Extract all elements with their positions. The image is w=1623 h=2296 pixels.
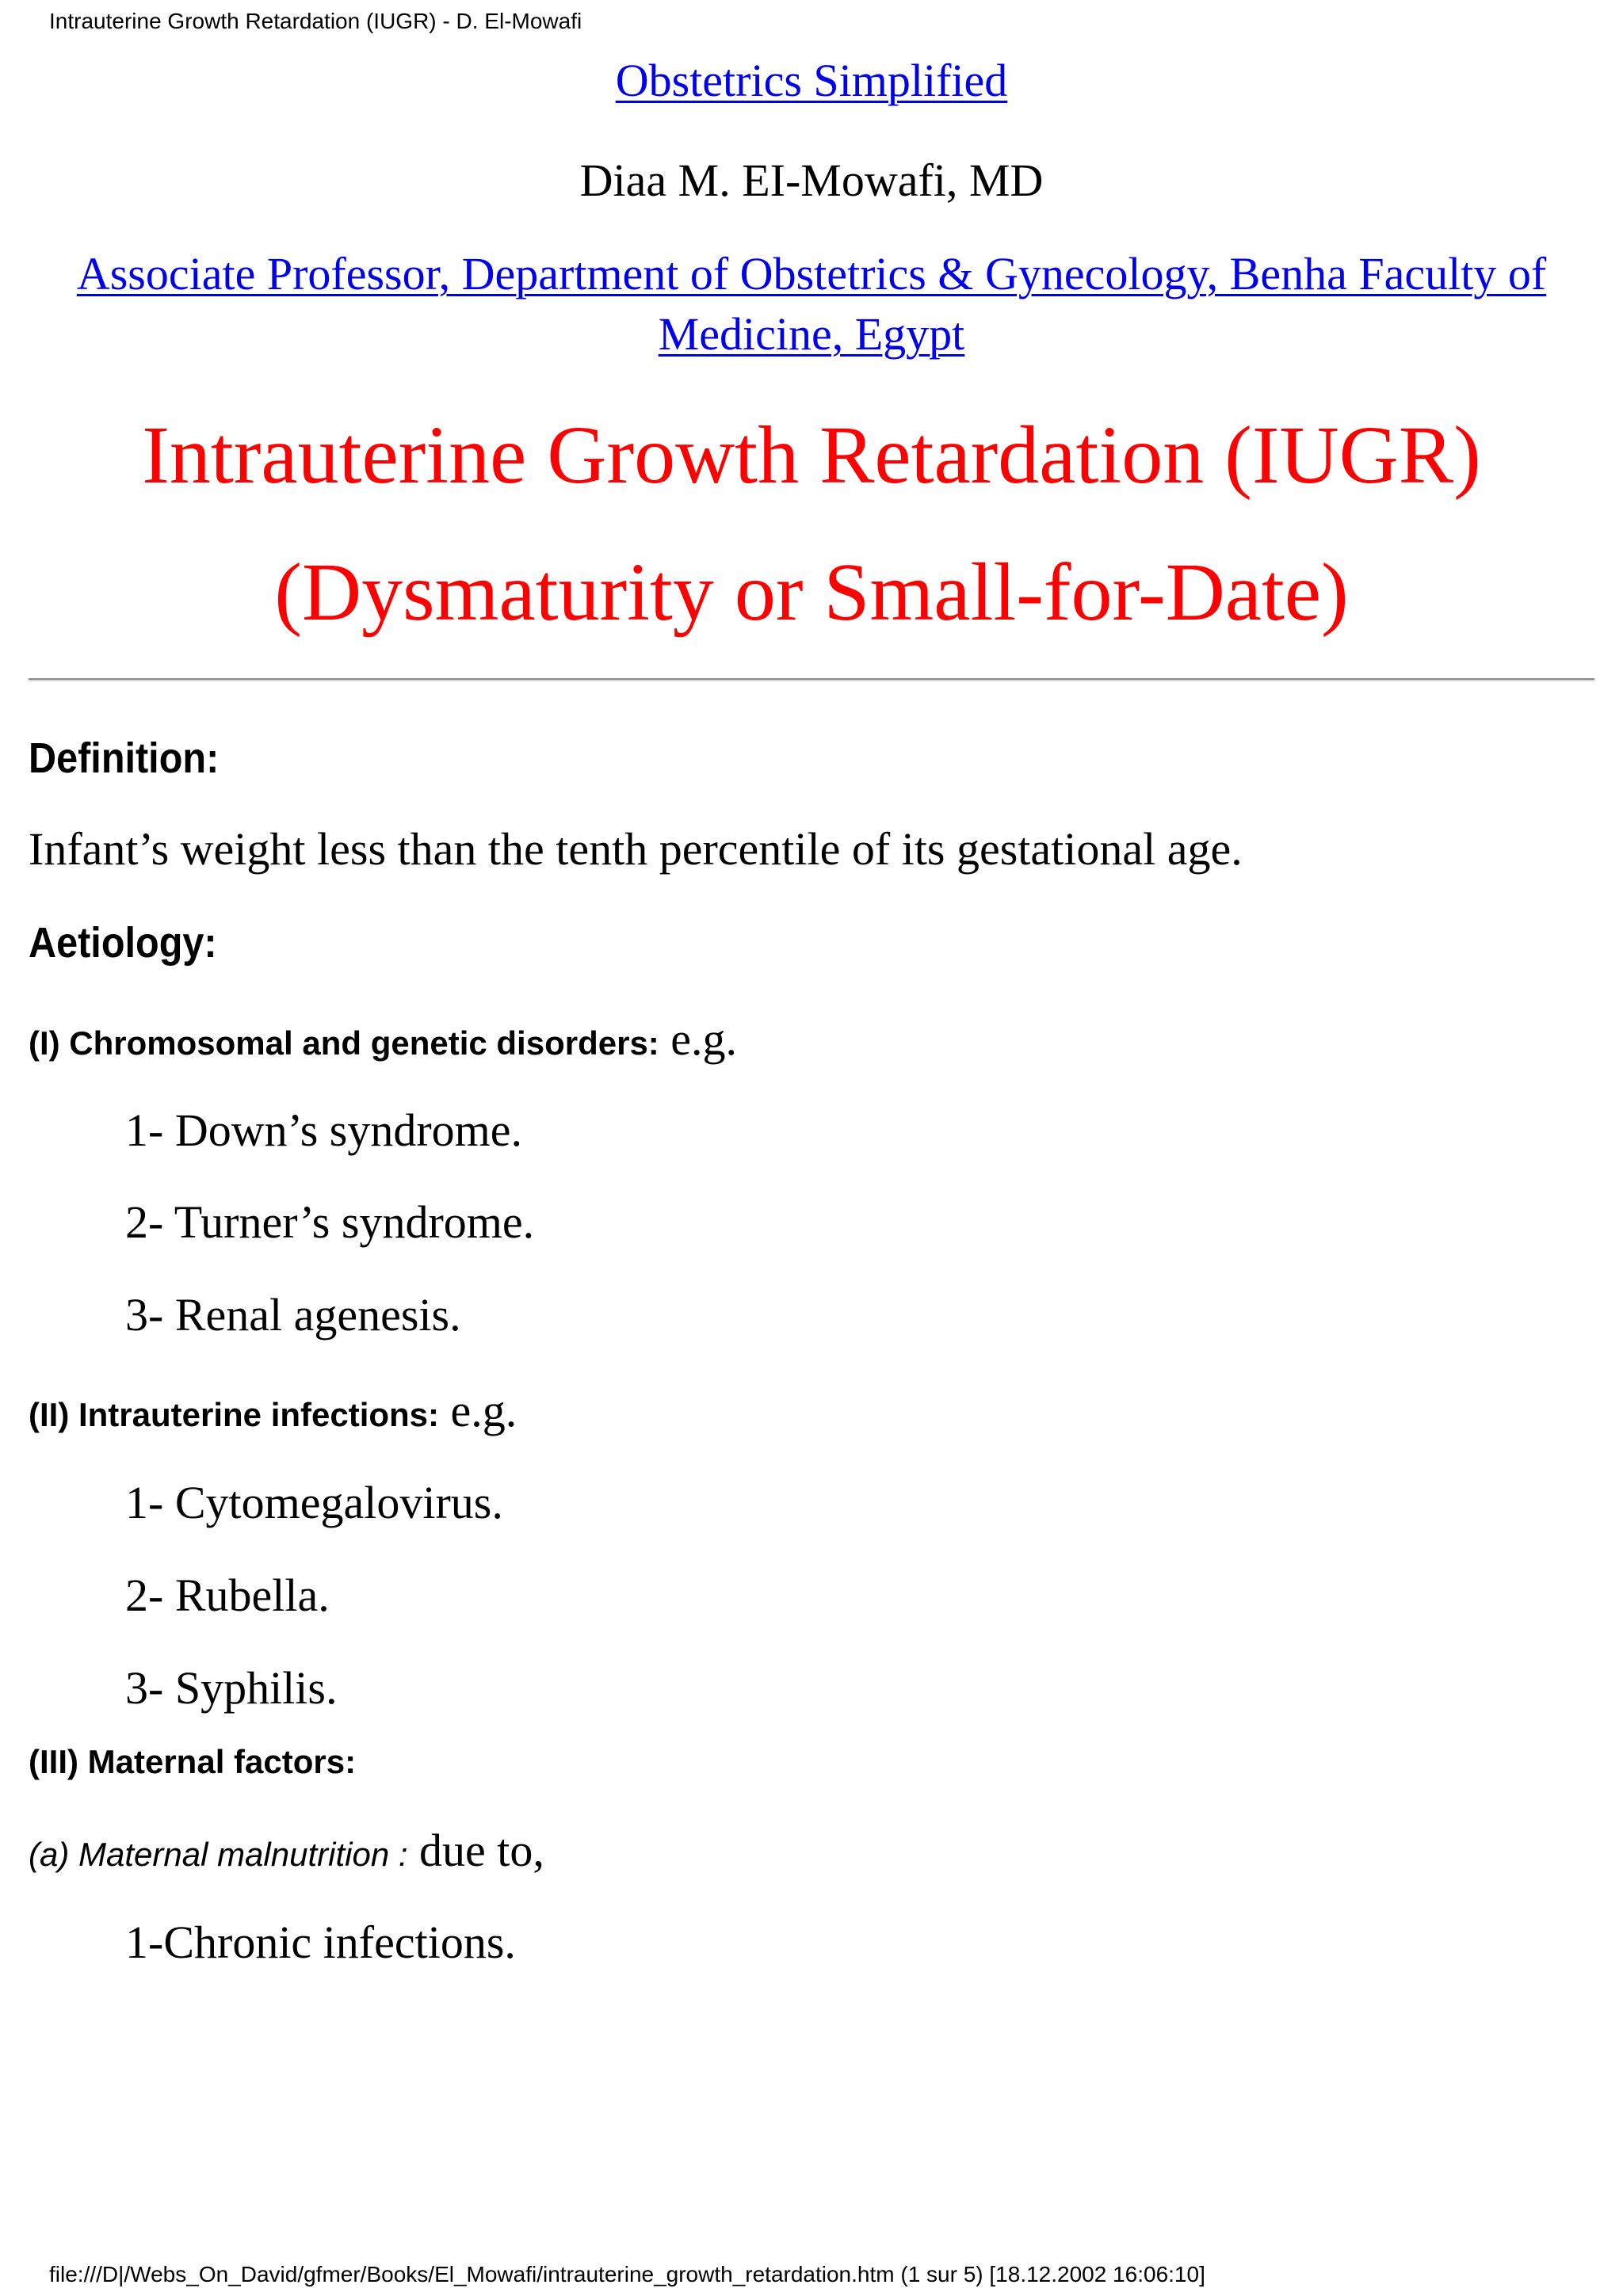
print-header: Intrauterine Growth Retardation (IUGR) - D. El-Mowafi	[49, 9, 582, 33]
list-item: 2- Rubella.	[125, 1569, 330, 1621]
subsection-suffix: due to,	[407, 1825, 544, 1876]
definition-text: Infant’s weight less than the tenth percentile of its gestational age.	[29, 823, 1243, 875]
list-item: 1- Down’s syndrome.	[125, 1104, 523, 1156]
subsection-label: (a) Maternal malnutrition :	[29, 1836, 408, 1873]
affiliation-link[interactable]: Associate Professor, Department of Obstetrics & Gynecology, Benha Faculty of Medicine, Egypt	[76, 248, 1547, 360]
aetiology-heading: Aetiology:	[29, 919, 217, 967]
subsection-malnutrition	[29, 1822, 544, 1883]
list-item: 1-Chronic infections.	[125, 1917, 516, 1968]
page-title: Intrauterine Growth Retardation (IUGR)	[142, 410, 1481, 501]
section-label: (III) Maternal factors:	[29, 1743, 357, 1780]
definition-heading: Definition:	[29, 734, 220, 782]
section-suffix: e.g.	[439, 1385, 517, 1436]
affiliation-line	[32, 244, 1591, 364]
print-footer: file:///D|/Webs_On_David/gfmer/Books/El_Mowafi/intrauterine_growth_retardation.htm (1 sur 5) [18.12.2002 16:06:10]	[49, 2262, 1205, 2286]
book-link[interactable]: Obstetrics Simplified	[615, 55, 1008, 106]
section-suffix: e.g.	[659, 1013, 738, 1065]
section-maternal	[29, 1733, 356, 1791]
list-item: 2- Turner’s syndrome.	[125, 1196, 535, 1248]
list-item: 1- Cytomegalovirus.	[125, 1477, 503, 1528]
section-label: (I) Chromosomal and genetic disorders:	[29, 1024, 659, 1062]
horizontal-divider	[29, 678, 1594, 681]
section-label: (II) Intrauterine infections:	[29, 1396, 440, 1433]
page-subtitle: (Dysmaturity or Small-for-Date)	[274, 547, 1349, 638]
section-chromosomal	[29, 1011, 737, 1072]
book-title-line	[0, 52, 1623, 109]
section-infections	[29, 1383, 517, 1444]
list-item: 3- Renal agenesis.	[125, 1289, 461, 1341]
list-item: 3- Syphilis.	[125, 1662, 338, 1714]
author-name: Diaa M. EI-Mowafi, MD	[579, 154, 1044, 206]
